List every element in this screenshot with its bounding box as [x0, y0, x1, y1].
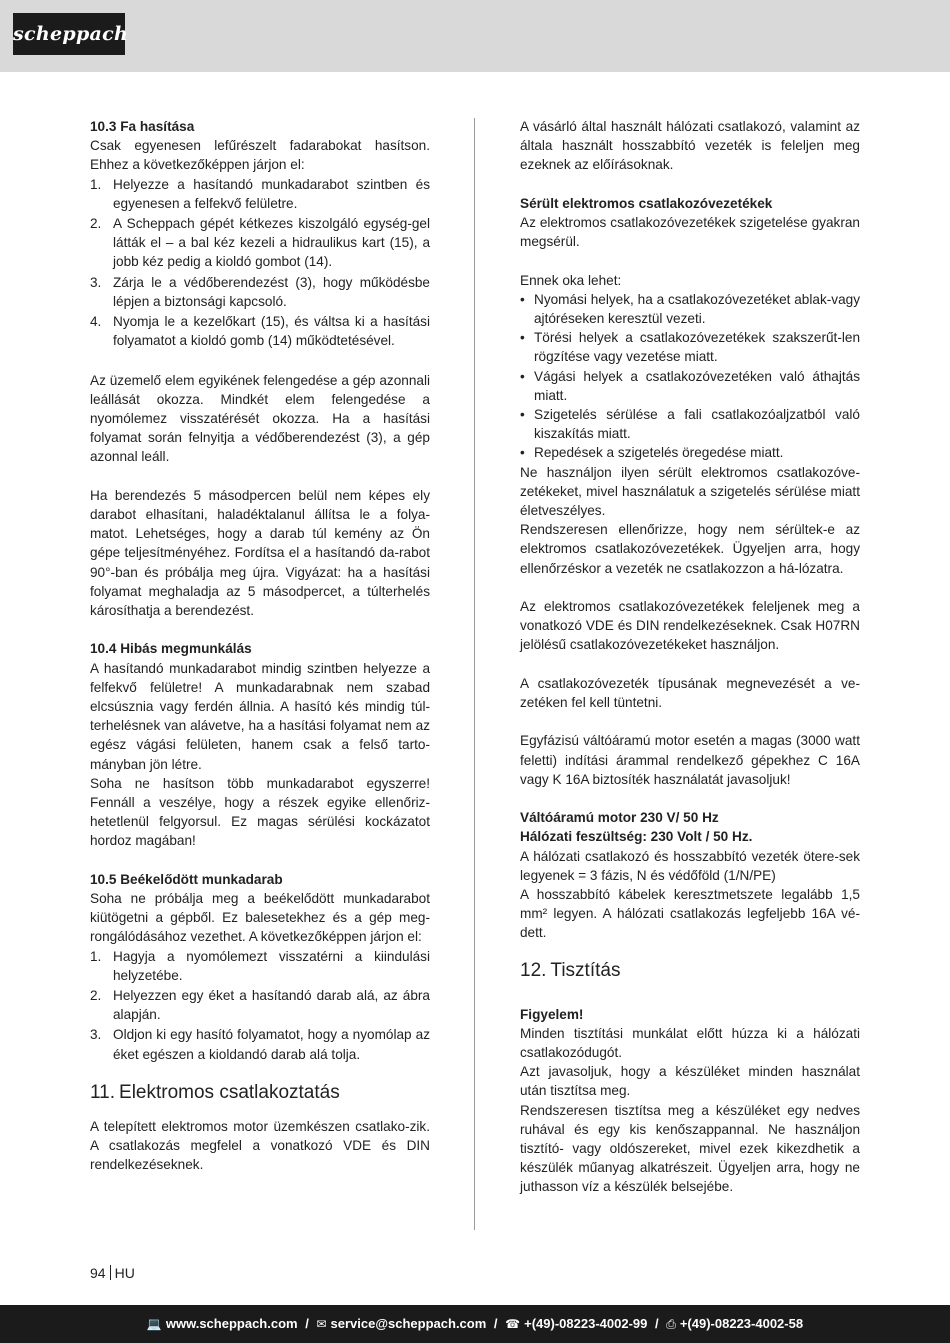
list-item: 3. Zárja le a védőberendezést (3), hogy működésbe lépjen a biztonsági kapcsoló.	[90, 274, 430, 309]
list-item: 3. Oldjon ki egy hasító folyamatot, hogy a nyomólap az éket egészen a kioldandó darab alá tolja.	[90, 1027, 430, 1062]
paragraph: A telepített elektromos motor üzemkészen csatlako-zik. A csatlakozás megfelel a vonatkozó VDE és DIN rendelkezéseknek.	[90, 1118, 430, 1173]
paragraph: Az elektromos csatlakozóvezetékek feleljenek meg a vonatkozó VDE és DIN rendelkezéseknek. Csak H07RN jelölésű csatlakozóvezetékeket használjon.	[520, 599, 860, 653]
damaged-cables-heading: Sérült elektromos csatlakozóvezetékek	[520, 195, 773, 211]
contact-bar: 💻 www.scheppach.com / ✉ service@scheppach.com / ☎ +(49)-08223-4002-99 / ⎙ +(49)-08223-4002-58	[0, 1305, 950, 1343]
section-10-3-heading: 10.3 Fa hasítása	[90, 119, 195, 134]
fax-number: +(49)-08223-4002-58	[679, 1316, 804, 1331]
section-10-5-heading: 10.5 Beékelődött munkadarab	[90, 871, 283, 887]
paragraph: Soha ne hasítson több munkadarabot egyszerre! Fennáll a veszélye, hogy a részek egyike ellenőriz-hetetlenül felgyorsul. Ez magas sérülési kockázatot hordoz magában!	[90, 775, 430, 849]
voltage-spec-line: Hálózati feszültség: 230 Volt / 50 Hz.	[520, 829, 753, 845]
paragraph: Ne használjon ilyen sérült elektromos csatlakozóve-zetékeket, mivel használatuk a szigetelés sérülése miatt életveszélyes.	[520, 464, 860, 519]
list-item: • Vágási helyek a csatlakozóvezetéken való áthajtás miatt.	[520, 368, 860, 403]
language-code: HU	[114, 1265, 135, 1281]
paragraph: Az üzemelő elem egyikének felengedése a gép azonnali leállását okozza. Mindkét elem felengedése a nyomólemez visszatérését okozza. Ha a hasítási folyamat során felnyitja a védőberendezést (3), a gép azonnal leáll.	[90, 372, 430, 465]
right-column	[520, 117, 860, 1197]
motor-spec-line: Váltóáramú motor 230 V/ 50 Hz	[520, 810, 719, 826]
attention-label: Figyelem!	[520, 1006, 584, 1022]
paragraph: Az elektromos csatlakozóvezetékek szigetelése gyakran megsérül.	[520, 215, 860, 250]
website-link[interactable]: www.scheppach.com	[165, 1316, 298, 1331]
paragraph: Ennek oka lehet:	[520, 272, 622, 288]
computer-icon: 💻	[146, 1317, 162, 1331]
list-item: 4. Nyomja le a kezelőkart (15), és váltsa ki a hasítási folyamatot a kioldó gomb (14) működtetésével.	[90, 314, 430, 349]
paragraph: Egyfázisú váltóáramú motor esetén a magas (3000 watt feletti) indítási árammal rendelkező gépekhez C 16A vagy K 16A biztosíték használatát javasoljuk!	[520, 733, 860, 787]
mail-icon: ✉	[316, 1317, 327, 1331]
paragraph: Rendszeresen ellenőrizze, hogy nem sérültek-e az elektromos csatlakozóvezetékek. Ügyeljen arra, hogy ellenőrzéskor a vezeték ne csatlakozzon a há-lózatra.	[520, 522, 860, 576]
paragraph: Ha berendezés 5 másodpercen belül nem képes ely darabot elhasítani, haladéktalanul állítsa le a folya-matot. Lehetséges, hogy a darab túl kemény az Ön gépe teljesítményéhez. Fordítsa el a hasítandó da-rabot 90°-ban és próbálja meg újra. Vigyázat: ha a hasítási folyamat meghaladja az 5 másodpercet, a túlterhelés károsíthatja a berendezést.	[90, 487, 430, 619]
phone-number: +(49)-08223-4002-99	[524, 1316, 648, 1331]
list-item: 1. Helyezze a hasítandó munkadarabot szintben és egyenesen a felfekvő felületre.	[90, 176, 430, 211]
paragraph: A vásárló által használt hálózati csatlakozó, valamint az általa használt hosszabbító vezeték is feleljen meg ezeknek az előírásoknak.	[520, 119, 860, 173]
section-12-heading: 12. Tisztítás	[520, 959, 621, 981]
page-number-footer	[90, 1264, 135, 1282]
header-band	[0, 0, 950, 72]
section-10-4-heading: 10.4 Hibás megmunkálás	[90, 641, 252, 657]
paragraph: A hálózati csatlakozó és hosszabbító vezeték ötere-sek legyenek = 3 fázis, N és védőföld (1/N/PE)	[520, 848, 860, 883]
paragraph: Rendszeresen tisztítsa meg a készüléket egy nedves ruhával és egy kis kenőszappannal. Ne használjon tisztító- vagy oldószereket, mivel ezek kikezdhetik a készülék műanyag alkatrészeit. Ügyeljen arra, hogy ne juthasson víz a készülék belsejébe.	[520, 1102, 860, 1195]
page-number: 94	[90, 1265, 106, 1281]
section-11-heading: 11. Elektromos csatlakoztatás	[90, 1081, 340, 1103]
paragraph: A hosszabbító kábelek keresztmetszete legalább 1,5 mm² legyen. A hálózati csatlakozás legfeljebb 16A vé-dett.	[520, 887, 860, 941]
section-10-3-intro: Csak egyenesen lefűrészelt fadarabokat hasítson. Ehhez a következőképpen járjon el:	[90, 138, 430, 173]
fax-icon: ⎙	[666, 1317, 676, 1331]
causes-list	[520, 290, 860, 463]
section-10-5-steps	[90, 947, 430, 1064]
paragraph: A csatlakozóvezeték típusának megnevezését a ve-zetéken fel kell tüntetni.	[520, 675, 860, 711]
list-item: • Repedések a szigetelés öregedése miatt.	[520, 445, 784, 461]
phone-icon: ☎	[505, 1317, 521, 1331]
paragraph: Azt javasoljuk, hogy a készüléket minden használat után tisztítsa meg.	[520, 1064, 860, 1099]
list-item: • Nyomási helyek, ha a csatlakozóvezetéket ablak-vagy ajtóréseken keresztül vezeti.	[520, 291, 860, 326]
paragraph: Minden tisztítási munkálat előtt húzza ki a hálózati csatlakozódugót.	[520, 1025, 860, 1061]
paragraph: Soha ne próbálja meg a beékelődött munkadarabot kiütögetni a gépből. Ez balesetekhez és a gép meg-rongálódásához vezethet. A következőképpen járjon el:	[90, 891, 430, 945]
column-divider	[474, 118, 475, 1230]
list-item: 2. A Scheppach gépét kétkezes kiszolgáló egység-gel látták el – a bal kéz kezeli a hidraulikus kart (15), a jobb kéz pedig a kioldó gombot (14).	[90, 216, 430, 270]
left-column	[90, 117, 430, 1175]
email-link[interactable]: service@scheppach.com	[330, 1316, 487, 1331]
scheppach-logo: scheppach	[13, 13, 125, 55]
list-item: 2. Helyezzen egy éket a hasítandó darab alá, az ábra alapján.	[90, 988, 430, 1023]
section-10-3-steps	[90, 175, 430, 351]
page-separator	[110, 1265, 111, 1280]
paragraph: A hasítandó munkadarabot mindig szintben helyezze a felfekvő felületre! A munkadarabnak nem szabad elcsúsznia vagy ferdén állnia. A hasító kés mindig túl-terhelésnek van alávetve, ha a hasítási folyamat nem az egész vágási felületen, hanem csak a felső tarto-mányban jön létre.	[90, 660, 430, 772]
list-item: • Törési helyek a csatlakozóvezetékek szakszerűt-len rögzítése vagy vezetése miatt.	[520, 330, 860, 365]
list-item: • Szigetelés sérülése a fali csatlakozóaljzatból való kiszakítás miatt.	[520, 407, 860, 442]
list-item: 1. Hagyja a nyomólemezt visszatérni a kiindulási helyzetébe.	[90, 948, 430, 983]
